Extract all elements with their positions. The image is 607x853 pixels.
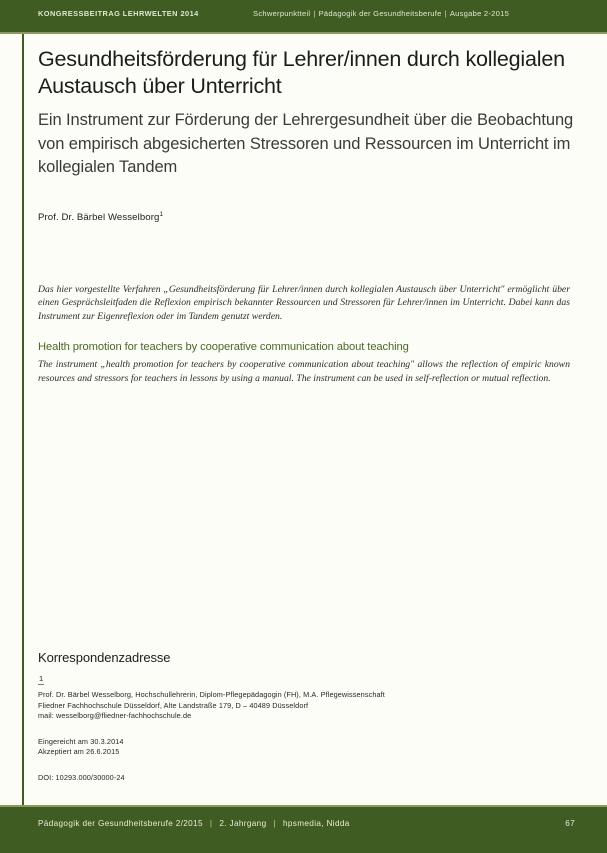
- header-journal-info: [253, 9, 509, 18]
- abstract-block: [38, 283, 570, 386]
- article-subtitle: Ein Instrument zur Förderung der Lehrergesundheit über die Beobachtung von empirisch abgesicherten Stressoren und Ressourcen im Unterricht im kollegialen Tandem: [38, 111, 574, 176]
- submitted-date: Eingereicht am 30.3.2014: [38, 736, 124, 746]
- header-section-label: Schwerpunktteil: [253, 9, 311, 18]
- article-author: [38, 211, 578, 223]
- footer-volume: 2. Jahrgang: [219, 819, 267, 828]
- article-content: [38, 46, 578, 395]
- correspondence-details: [38, 690, 538, 722]
- page-header-bar: [0, 0, 607, 32]
- header-separator-1: |: [313, 9, 316, 18]
- page-header-content: [0, 9, 607, 23]
- header-journal-name: Pädagogik der Gesundheitsberufe: [318, 9, 442, 18]
- footer-citation: [38, 819, 350, 828]
- header-congress-label: KONGRESSBEITRAG LEHRWELTEN 2014: [38, 9, 199, 18]
- accepted-date: Akzeptiert am 26.6.2015: [38, 747, 120, 757]
- page-title: Gesundheitsförderung für Lehrer/innen durch kollegialen Austausch über Unterricht: [38, 47, 565, 98]
- submission-dates: [38, 737, 538, 758]
- correspondence-block: [38, 650, 538, 782]
- footer-separator-2: |: [273, 819, 276, 828]
- header-bottom-rule: [0, 32, 607, 34]
- doi-line[interactable]: DOI: 10293.000/30000-24: [38, 772, 125, 782]
- footer-separator-1: |: [209, 819, 213, 828]
- page-number: 67: [565, 819, 575, 828]
- author-footnote-marker: 1: [159, 210, 164, 218]
- correspondence-footnote-marker: 1: [39, 674, 44, 683]
- abstract-german: Das hier vorgestellte Verfahren „Gesundheitsförderung für Lehrer/innen durch kollegialen Austausch über Unterricht" ermöglicht über einen Gesprächsleitfaden die Reflexion empirisch bekannter Ressourcen und Stressoren für Lehrer/innen im Unterricht. Dabei kann das Instrument zur Eigenreflexion oder im Tandem genutzt werden.: [38, 283, 570, 322]
- correspondence-mail-line[interactable]: mail: wesselborg@fliedner-fachhochschule.de: [38, 711, 192, 721]
- left-margin-rule: [22, 34, 24, 814]
- correspondence-heading: Korrespondenzadresse: [38, 650, 171, 665]
- correspondence-name-line: Prof. Dr. Bärbel Wesselborg, Hochschullehrerin, Diplom-Pflegepädagogin (FH), M.A. Pflegewissenschaft: [38, 690, 385, 699]
- header-issue-label: Ausgabe 2-2015: [449, 9, 510, 18]
- header-separator-2: |: [444, 9, 447, 18]
- page-footer-bar: [0, 807, 607, 853]
- abstract-english-title: Health promotion for teachers by cooperative communication about teaching: [38, 341, 409, 354]
- abstract-english: The instrument „health promotion for teachers by cooperative communication about teaching" allows the reflection of empiric known resources and stressors for teachers in lessons by using a manual. The instrument can be used in self-reflection or mutual reflection.: [38, 359, 570, 385]
- footer-journal-issue: Pädagogik der Gesundheitsberufe 2/2015: [38, 819, 203, 828]
- correspondence-address-line: Fliedner Fachhochschule Düsseldorf, Alte Landstraße 179, D – 40489 Düsseldorf: [38, 700, 309, 710]
- footer-publisher: hpsmedia, Nidda: [282, 819, 350, 828]
- author-name: Prof. Dr. Bärbel Wesselborg: [38, 211, 160, 223]
